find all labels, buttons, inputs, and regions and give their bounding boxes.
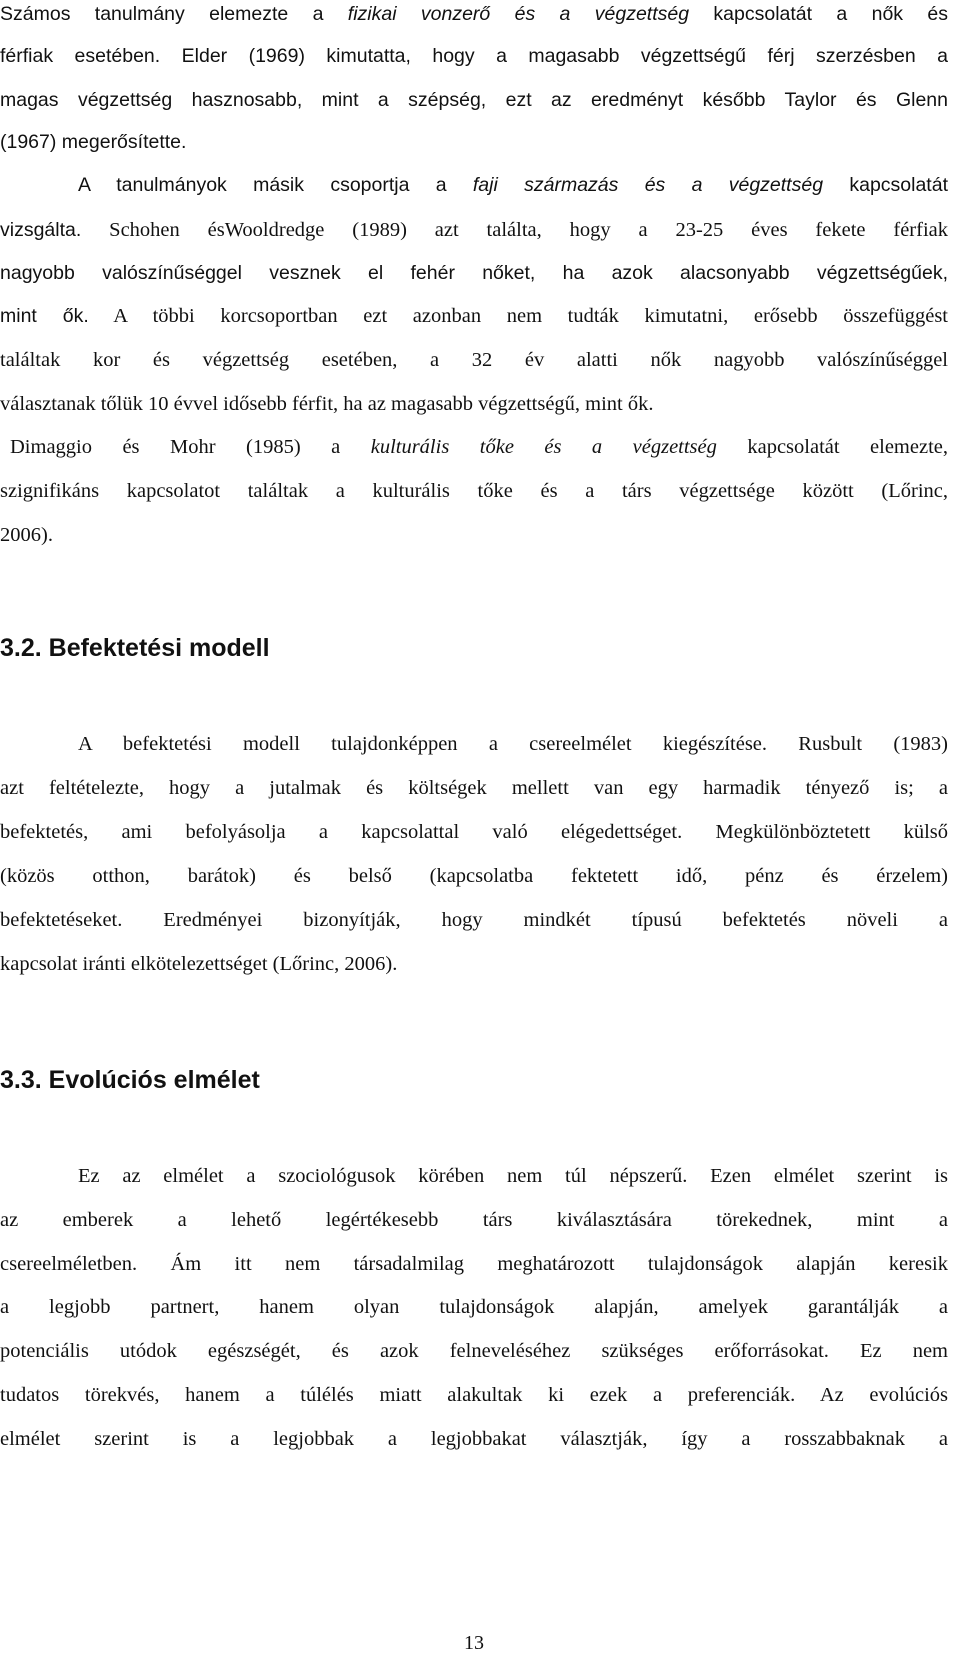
section-3-2-line-4: (közös otthon, barátok) és belső (kapcsolatba fektetett idő, pénz és érzelem) (0, 865, 948, 887)
section-3-2-line-5: befektetéseket. Eredményei bizonyítják, hogy mindkét típusú befektetés növeli a (0, 909, 948, 931)
paragraph-3-line-1: Dimaggio és Mohr (1985) a kulturális tőke és a végzettség kapcsolatát elemezte, (10, 436, 948, 458)
section-heading-3-3: 3.3. Evolúciós elmélet (0, 1066, 260, 1094)
paragraph-1-line-3: magas végzettség hasznosabb, mint a szépség, ezt az eredményt később Taylor és Glenn (0, 89, 948, 111)
section-3-3-line-5: potenciális utódok egészségét, és azok felneveléséhez szükséges erőforrásokat. Ez nem (0, 1340, 948, 1362)
section-3-2-line-6: kapcsolat iránti elkötelezettséget (Lőrinc, 2006). (0, 953, 398, 975)
section-3-3-line-6: tudatos törekvés, hanem a túlélés miatt alakultak ki ezek a preferenciák. Az evolúciós (0, 1384, 948, 1406)
paragraph-2-line-6: választanak tőlük 10 évvel idősebb férfit, ha az magasabb végzettségű, mint ők. (0, 393, 654, 415)
paragraph-2-line-4: mint ők. A többi korcsoportban ezt azonban nem tudták kimutatni, erősebb összefüggést (0, 305, 948, 327)
paragraph-1-line-1: Számos tanulmány elemezte a fizikai vonzerő és a végzettség kapcsolatát a nők és (0, 3, 948, 25)
paragraph-2-line-1: A tanulmányok másik csoportja a faji származás és a végzettség kapcsolatát (78, 174, 948, 196)
paragraph-3-line-2: szignifikáns kapcsolatot találtak a kulturális tőke és a társ végzettsége között (Lőrinc, (0, 480, 948, 502)
page-number: 13 (464, 1632, 484, 1654)
section-3-3-line-7: elmélet szerint is a legjobbak a legjobbakat választják, így a rosszabbaknak a (0, 1428, 948, 1450)
paragraph-2-line-2: vizsgálta. Schohen ésWooldredge (1989) azt találta, hogy a 23-25 éves fekete férfiak (0, 219, 948, 241)
section-3-3-line-2: az emberek a lehető legértékesebb társ kiválasztására törekednek, mint a (0, 1209, 948, 1231)
italic-emphasis: faji származás és a végzettség (472, 174, 824, 196)
paragraph-1-line-2: férfiak esetében. Elder (1969) kimutatta, hogy a magasabb végzettségű férj szerzésben a (0, 45, 948, 67)
section-3-2-line-3: befektetés, ami befolyásolja a kapcsolattal való elégedettséget. Megkülönböztetett külső (0, 821, 948, 843)
section-3-2-line-1: A befektetési modell tulajdonképpen a csereelmélet kiegészítése. Rusbult (1983) (78, 733, 948, 755)
section-heading-3-2: 3.2. Befektetési modell (0, 634, 270, 662)
section-3-3-line-3: csereelméletben. Ám itt nem társadalmilag meghatározott tulajdonságok alapján keresik (0, 1253, 948, 1275)
paragraph-3-line-3: 2006). (0, 524, 53, 546)
section-3-3-line-4: a legjobb partnert, hanem olyan tulajdonságok alapján, amelyek garantálják a (0, 1296, 948, 1318)
paragraph-2-line-3: nagyobb valószínűséggel vesznek el fehér nőket, ha azok alacsonyabb végzettségűek, (0, 262, 948, 284)
section-3-2-line-2: azt feltételezte, hogy a jutalmak és költségek mellett van egy harmadik tényező is; a (0, 777, 948, 799)
section-3-3-line-1: Ez az elmélet a szociológusok körében nem túl népszerű. Ezen elmélet szerint is (78, 1165, 948, 1187)
paragraph-1-line-4: (1967) megerősítette. (0, 131, 187, 153)
italic-emphasis: fizikai vonzerő és a végzettség (347, 3, 690, 25)
italic-emphasis: kulturális tőke és a végzettség (370, 436, 717, 458)
paragraph-2-line-5: találtak kor és végzettség esetében, a 32 év alatti nők nagyobb valószínűséggel (0, 349, 948, 371)
